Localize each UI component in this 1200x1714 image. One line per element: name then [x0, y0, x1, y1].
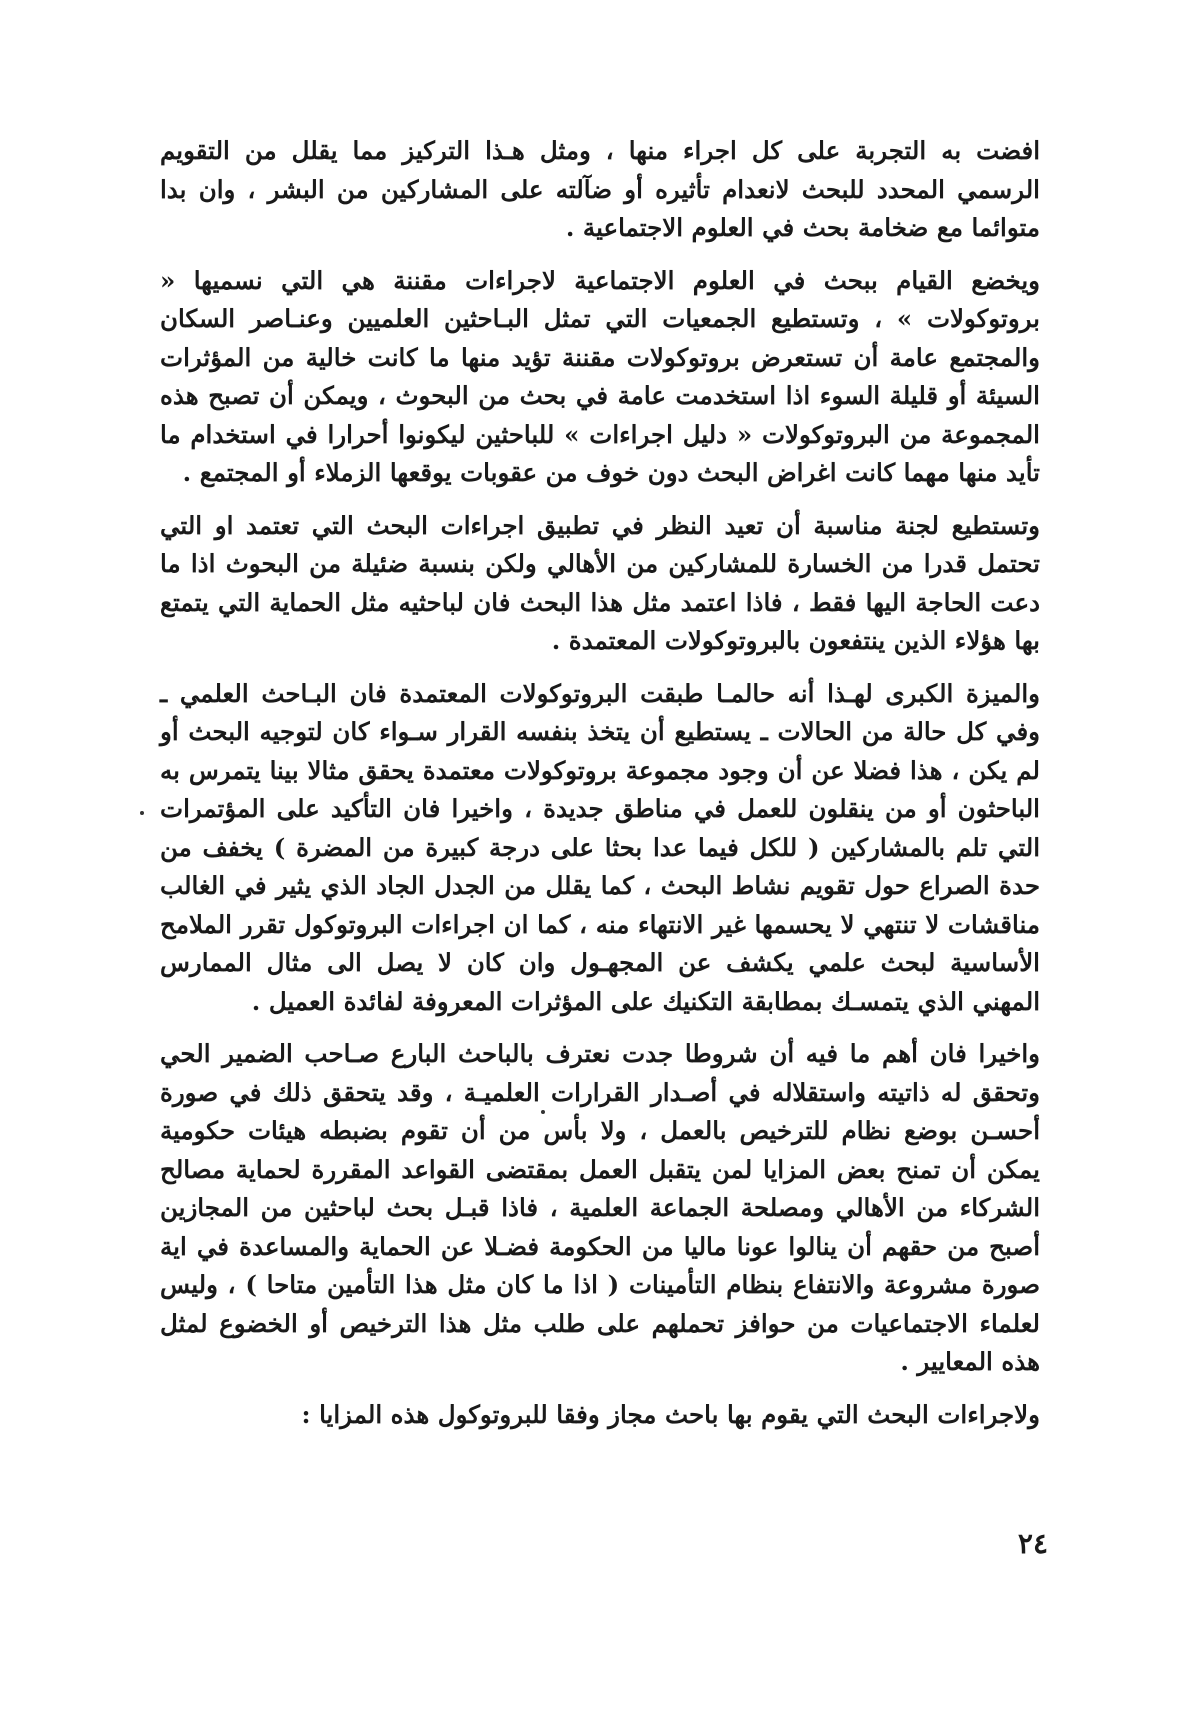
scan-speck — [140, 811, 144, 815]
paragraph-2: ويخضع القيام ببحث في العلوم الاجتماعية لاجراءات مقننة هي التي نسميها « بروتوكولات » ، وتستطيع الجمعيات التي تمثل البـاحثين العلميين وعنـاصر السكان والمجتمع عامة أن تستعرض بروتوكولات مقننة تؤيد منها ما كانت خالية من المؤثرات السيئة أو قليلة السوء اذا استخدمت عامة في بحث من البحوث ، ويمكن أن تصبح هذه المجموعة من البروتوكولات « دليل اجراءات » للباحثين ليكونوا أحرارا في استخدام ما تأيد منها مهما كانت اغراض البحث دون خوف من عقوبات يوقعها الزملاء أو المجتمع . — [160, 265, 1040, 487]
scan-speck — [541, 1110, 545, 1114]
paragraph-6: ولاجراءات البحث التي يقوم بها باحث مجاز وفقا للبروتوكول هذه المزايا : — [301, 1399, 1040, 1429]
paragraph-1: افضت به التجربة على كل اجراء منها ، ومثل هـذا التركيز مما يقلل من التقويم الرسمي المحدد للبحث لانعدام تأثيره أو ضآلته على المشاركين من البشر ، وان بدا متوائما مع ضخامة بحث في العلوم الاجتماعية . — [160, 136, 1040, 242]
body-text — [160, 132, 1040, 1434]
page-number: ٢٤ — [1017, 1527, 1048, 1560]
paragraph-3: وتستطيع لجنة مناسبة أن تعيد النظر في تطبيق اجراءات البحث التي تعتمد او التي تحتمل قدرا من الخسارة للمشاركين من الأهالي ولكن بنسبة ضئيلة من البحوث اذا ما دعت الحاجة اليها فقط ، فاذا اعتمد مثل هذا البحث فان لباحثيه مثل الحماية التي يتمتع بها هؤلاء الذين ينتفعون بالبروتوكولات المعتمدة . — [160, 510, 1040, 655]
paragraph-4: والميزة الكبرى لهـذا أنه حالمـا طبقت البروتوكولات المعتمدة فان البـاحث العلمي ـ وفي كل حالة من الحالات ـ يستطيع أن يتخذ بنفسه القرار سـواء كان لتوجيه البحث أو لم يكن ، هذا فضلا عن أن وجود مجموعة بروتوكولات معتمدة يحقق مثالا بينا يتمرس به الباحثون أو من ينقلون للعمل في مناطق جديدة ، واخيرا فان التأكيد على المؤتمرات التي تلم بالمشاركين ( للكل فيما عدا بحثا على درجة كبيرة من المضرة ) يخفف من حدة الصراع حول تقويم نشاط البحث ، كما يقلل من الجدل الجاد الذي يثير في الغالب مناقشات لا تنتهي لا يحسمها غير الانتهاء منه ، كما ان اجراءات البروتوكول تقرر الملامح الأساسية لبحث علمي يكشف عن المجهـول وان كان لا يصل الى مثال الممارس المهني الذي يتمسـك بمطابقة التكنيك على المؤثرات المعروفة لفائدة العميل . — [160, 678, 1040, 1016]
paragraph-5: واخيرا فان أهم ما فيه أن شروطا جدت نعترف بالباحث البارع صـاحب الضمير الحي وتحقق له ذاتيته واستقلاله في أصـدار القرارات العلميـة ، وقد يتحقق ذلك في صورة أحسـن بوضع نظام للترخيص بالعمل ، ولا بأس من أن تقوم بضبطه هيئات حكومية يمكن أن تمنح بعض المزايا لمن يتقبل العمل بمقتضى القواعد المقررة لحماية مصالح الشركاء من الأهالي ومصلحة الجماعة العلمية ، فاذا قبـل بحث لباحثين من المجازين أصبح من حقهم أن ينالوا عونا ماليا من الحكومة فضـلا عن الحماية والمساعدة في اية صورة مشروعة والانتفاع بنظام التأمينات ( اذا ما كان مثل هذا التأمين متاحا ) ، وليس لعلماء الاجتماعيات من حوافز تحملهم على طلب مثل هذا الترخيص أو الخضوع لمثل هذه المعايير . — [160, 1039, 1040, 1376]
